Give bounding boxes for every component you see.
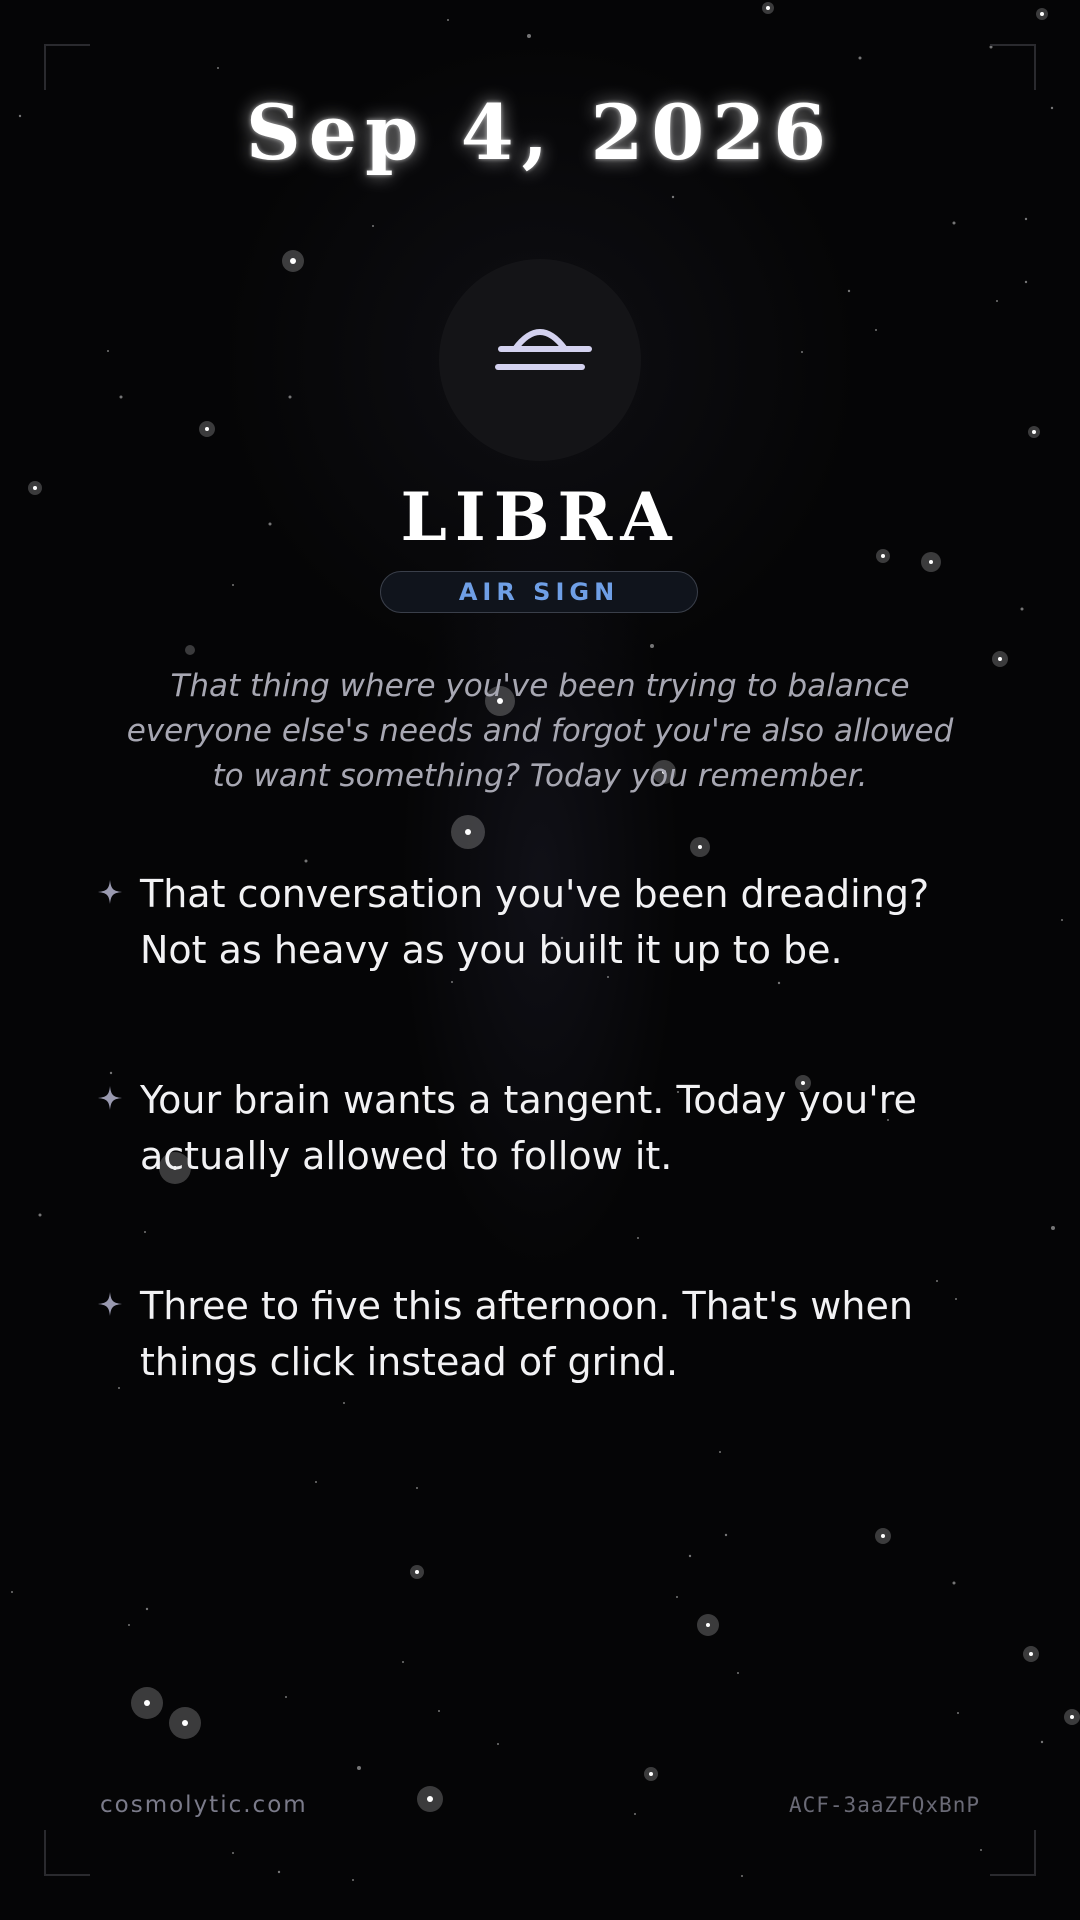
horoscope-item-text: That conversation you've been dreading? Not as heavy as you built it up to be.	[140, 872, 930, 972]
horoscope-item-text: Your brain wants a tangent. Today you're actually allowed to follow it.	[140, 1078, 917, 1178]
sign-glyph-badge	[439, 259, 641, 461]
site-link[interactable]: cosmolytic.com	[100, 1792, 308, 1818]
corner-bracket-bottom-right	[990, 1830, 1036, 1876]
libra-glyph-icon	[439, 259, 641, 461]
corner-bracket-top-left	[44, 44, 90, 90]
sparkle-icon	[96, 1084, 124, 1112]
sign-name: LIBRA	[400, 478, 680, 556]
sparkle-icon	[96, 878, 124, 906]
reading-code: ACF-3aaZFQxBnP	[788, 1793, 980, 1817]
element-badge: AIR SIGN	[380, 571, 698, 613]
horoscope-item-text: Three to five this afternoon. That's when things click instead of grind.	[140, 1284, 913, 1384]
intro-text: That thing where you've been trying to balance everyone else's needs and forgot you're also allowed to want something? Today you remember.	[126, 668, 954, 794]
corner-bracket-bottom-left	[44, 1830, 90, 1876]
horoscope-date: Sep 4, 2026	[245, 88, 835, 177]
corner-bracket-top-right	[990, 44, 1036, 90]
sparkle-icon	[96, 1290, 124, 1318]
